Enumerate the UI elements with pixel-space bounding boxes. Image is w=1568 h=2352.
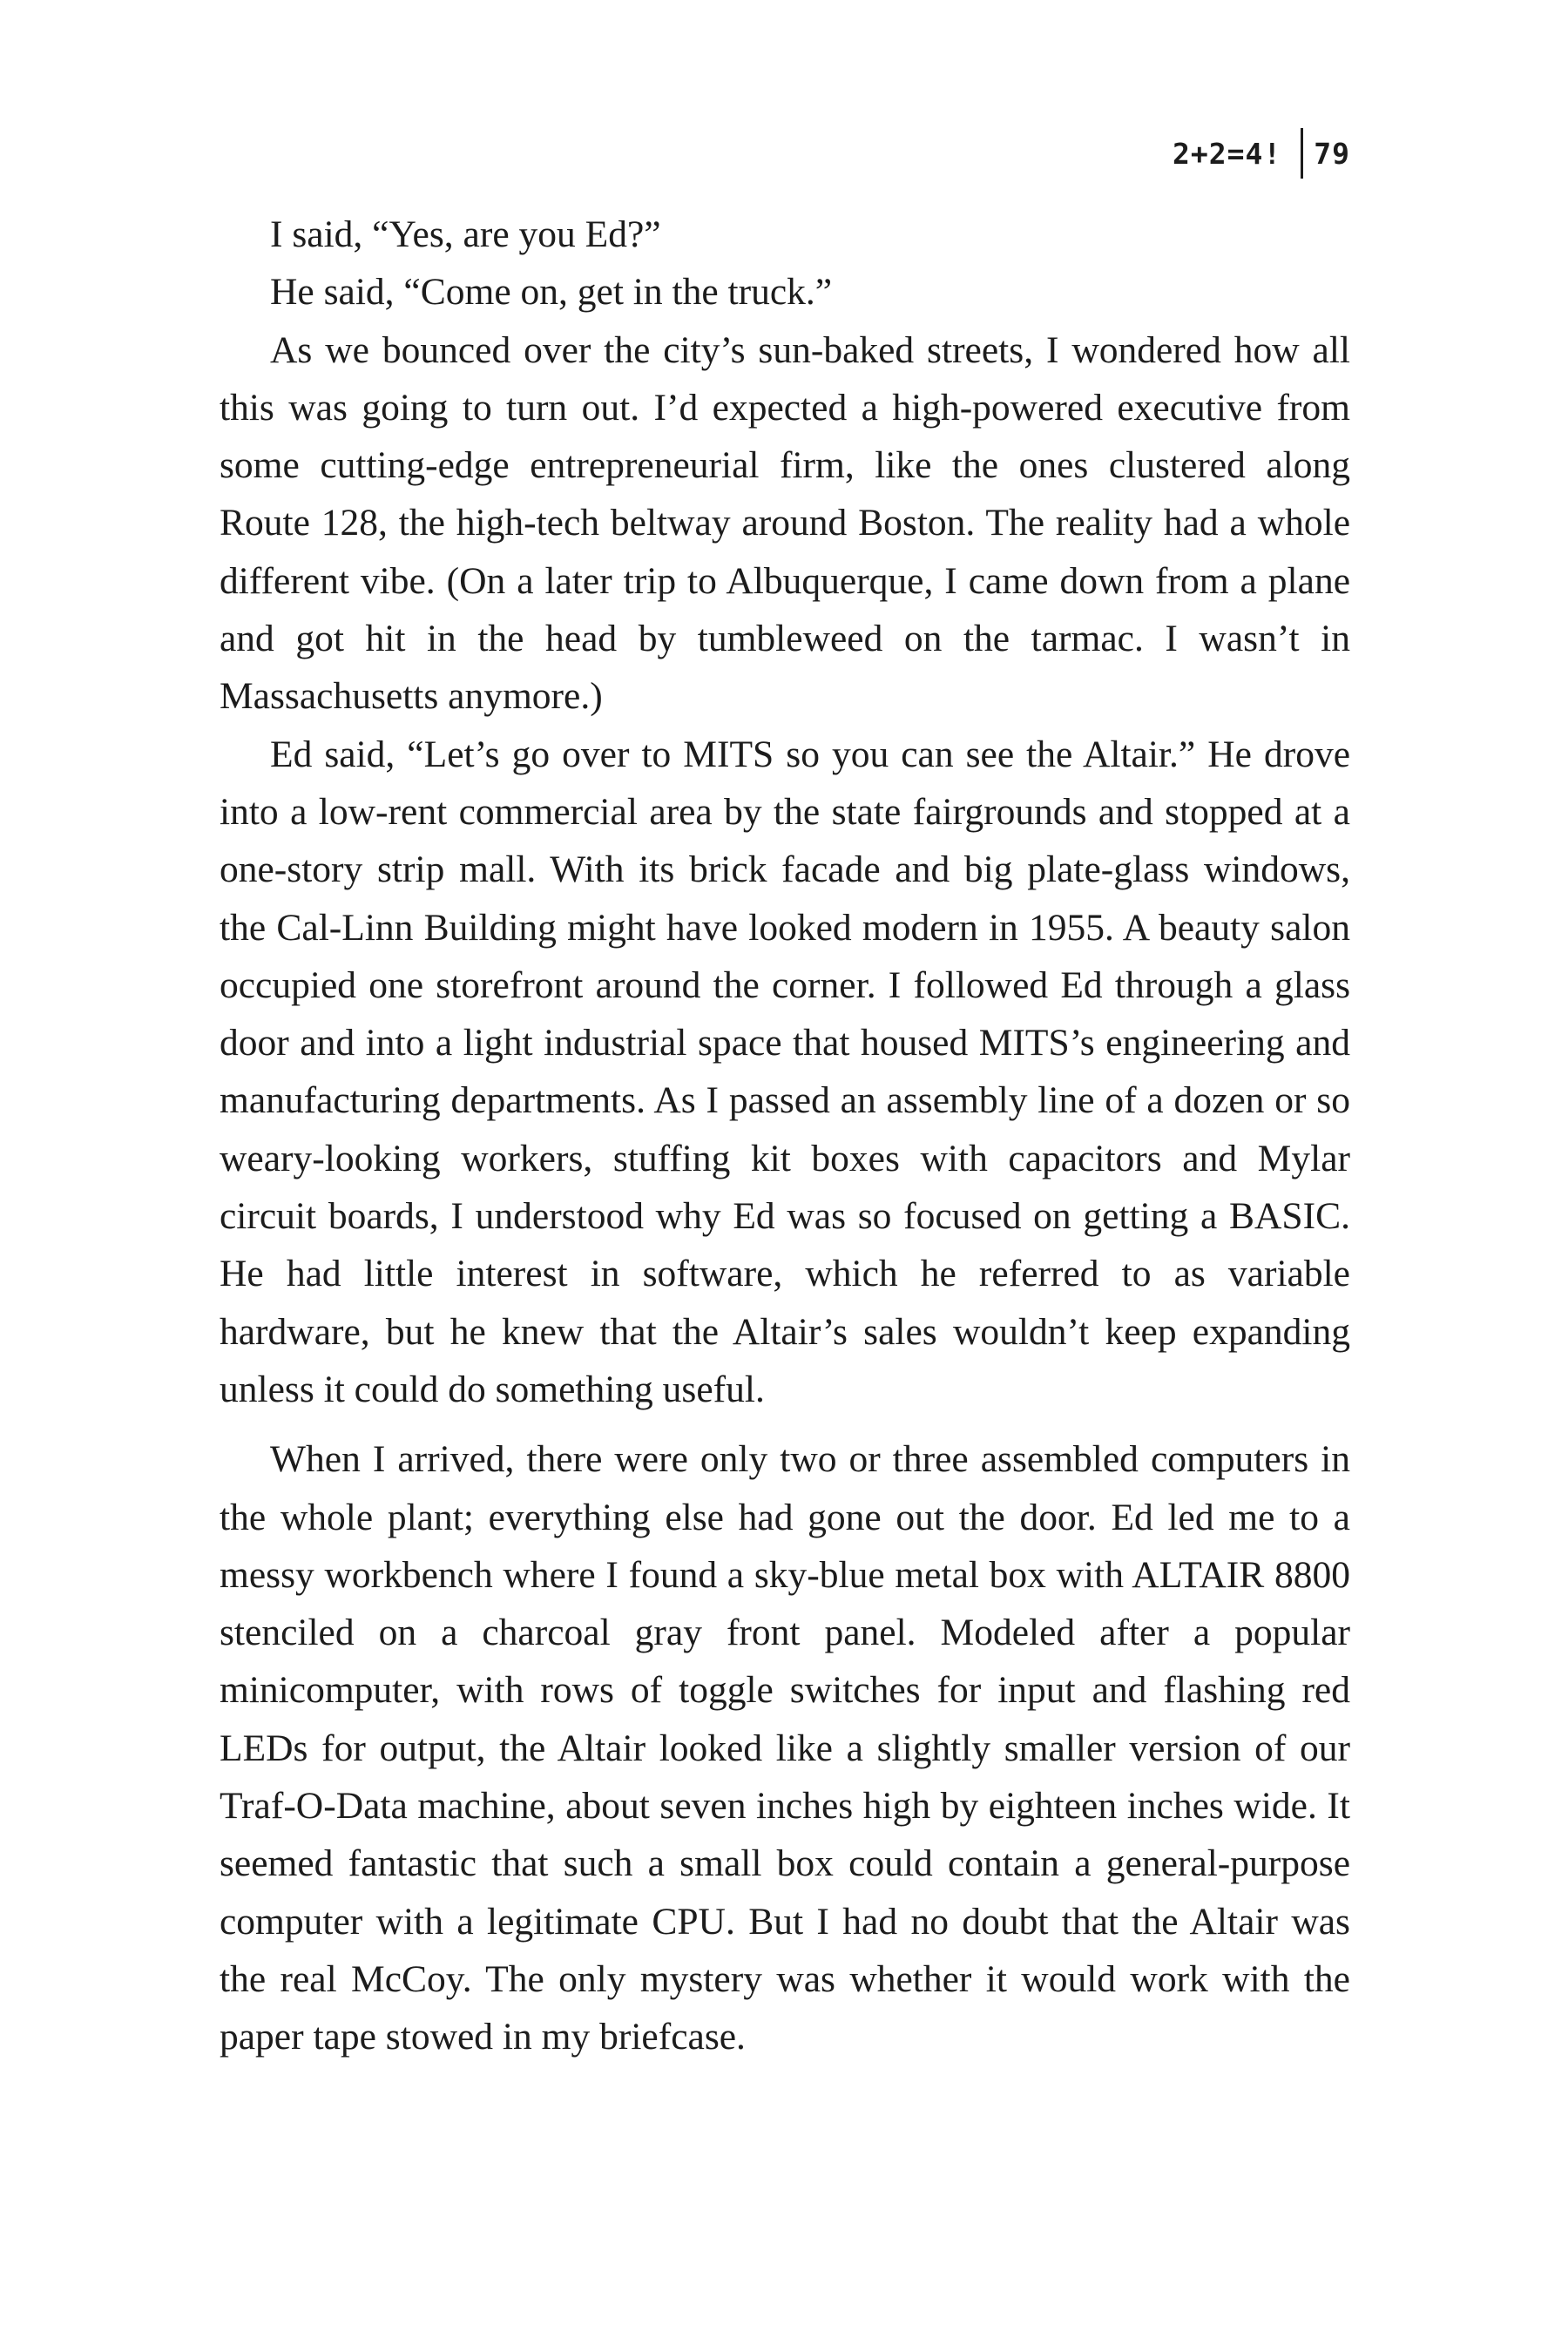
running-head <box>1173 127 1350 179</box>
page-number: 79 <box>1314 136 1350 171</box>
paragraph: When I arrived, there were only two or three assembled computers in the whole plant; everything else had gone out the door. Ed led me to a messy workbench where I found a sky-blue metal box with ALTAIR 8800 stenciled on a charcoal gray front panel. Modeled after a popular minicomputer, with rows of toggle switches for input and flashing red LEDs for output, the Altair looked like a slightly smaller version of our Traf-O-Data machine, about seven inches high by eighteen inches wide. It seemed fantastic that such a small box could contain a general-purpose computer with a legitimate CPU. But I had no doubt that the Altair was the real McCoy. The only mystery was whether it would work with the paper tape stowed in my briefcase. <box>220 1438 1350 2058</box>
chapter-title: 2+2=4! <box>1173 136 1282 171</box>
body-text <box>220 206 1350 2066</box>
paragraph: As we bounced over the city’s sun-baked streets, I wondered how all this was going to turn out. I’d expected a high-powered executive from some cutting-edge entrepreneurial firm, like the ones clustered along Route 128, the high-tech beltway around Boston. The reality had a whole different vibe. (On a later trip to Albuquerque, I came down from a plane and got hit in the head by tumbleweed on the tarmac. I wasn’t in Massachusetts anymore.) <box>220 328 1350 718</box>
paragraph: I said, “Yes, are you Ed?” <box>270 213 661 255</box>
header-divider <box>1301 128 1303 179</box>
paragraph: He said, “Come on, get in the truck.” <box>270 271 833 314</box>
paragraph: Ed said, “Let’s go over to MITS so you can see the Altair.” He drove into a low-rent commercial area by the state fairgrounds and stopped at a one-story strip mall. With its brick facade and big plate-glass windows, the Cal-Linn Building might have looked modern in 1955. A beauty salon occupied one storefront around the corner. I followed Ed through a glass door and into a light industrial space that housed MITS’s engineering and manufacturing departments. As I passed an assembly line of a dozen or so weary-looking workers, stuffing kit boxes with capacitors and Mylar circuit boards, I understood why Ed was so focused on getting a BASIC. He had little interest in software, which he referred to as variable hardware, but he knew that the Altair’s sales wouldn’t keep expanding unless it could do something useful. <box>220 733 1350 1410</box>
